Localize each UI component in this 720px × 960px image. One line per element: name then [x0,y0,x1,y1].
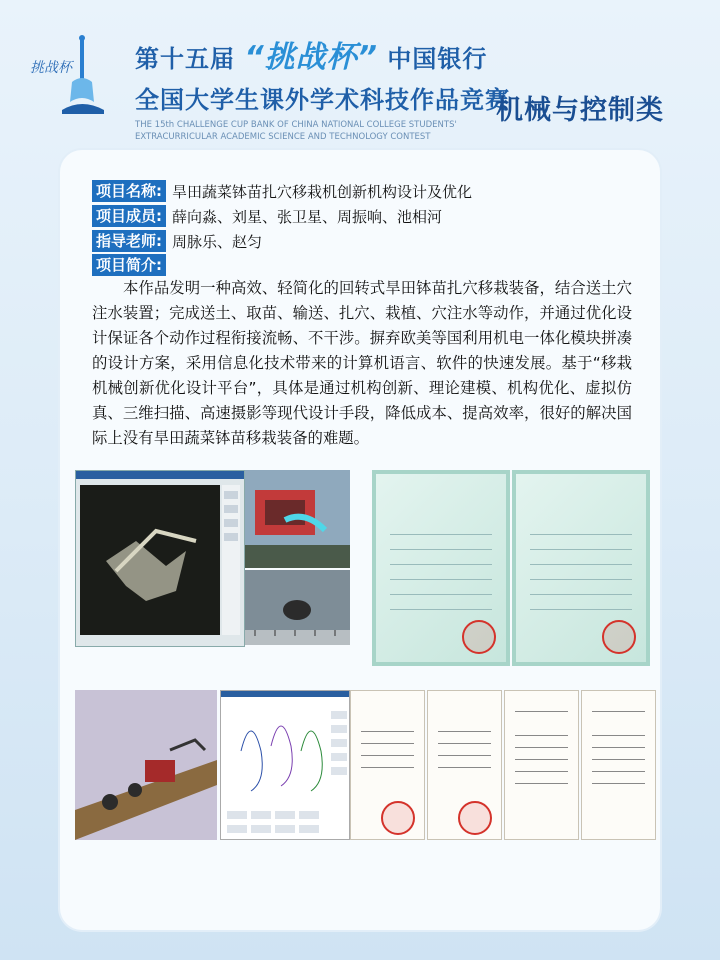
intro-row [92,254,166,276]
patent-notice-document-2 [581,690,656,840]
contest-title-line2: 全国大学生课外学术科技作品竞赛 [135,86,510,114]
transplanted-seedling-photo [245,570,350,645]
advisor-label: 指导老师: [92,230,166,252]
title-suffix: 中国银行 [387,45,488,73]
simulation-software-screenshot [75,470,245,647]
red-seal-icon [462,620,496,654]
3d-model-render [75,690,217,840]
red-seal-icon [458,801,492,835]
trajectory-simulation-screenshot [220,690,350,840]
title-prefix: 第十五届 [135,45,235,73]
project-description: 本作品发明一种高效、轻简化的回转式旱田钵苗扎穴移栽装备，结合送土穴注水装置；完成送土、取苗、输送、扎穴、栽植、穴注水等动作，并通过优化设计保证各个动作过程衔接流畅、不干涉。摒弃欧美等国利用机电一体化模块拼凑的设计方案，采用信息化技术带来的计算机语言、软件的快速发展。基于“移栽机械创新优化设计平台”，具体是通过机构创新、理论建模、机构优化、虚拟仿真、三维扫描、高速摄影等现代设计手段，降低成本、提高效率，很好的解决国际上没有旱田蔬菜钵苗移栽装备的难题。 [92,279,632,447]
english-line-1: THE 15th CHALLENGE CUP BANK OF CHINA NATIONAL COLLEGE STUDENTS' [135,120,457,130]
english-line-2: EXTRACURRICULAR ACADEMIC SCIENCE AND TECHNOLOGY CONTEST [135,132,431,142]
category-title: 机械与控制类 [496,95,664,126]
project-name-value: 旱田蔬菜钵苗扎穴移栽机创新机构设计及优化 [172,182,473,201]
contest-english-title [135,119,515,143]
project-name-row [92,180,472,202]
transplanter-machine-photo [245,470,350,568]
advisor-value: 周脉乐、赵匀 [172,232,263,251]
title-cup-name: “挑战杯” [244,40,379,75]
advisor-row [92,230,262,252]
patent-notice-document-1 [504,690,579,840]
intro-label: 项目简介: [92,254,166,276]
contest-title-line1 [135,32,515,76]
project-panel [60,150,660,930]
challenge-cup-logo [22,32,122,122]
project-members-row [92,205,442,227]
patent-certificate-1 [350,690,425,840]
patent-certificate-2 [427,690,502,840]
project-name-label: 项目名称: [92,180,166,202]
contest-title-block [135,32,515,143]
red-seal-icon [602,620,636,654]
logo-script-text: 挑战杯 [30,60,72,76]
software-copyright-certificate-2 [512,470,650,666]
software-copyright-certificate-1 [372,470,510,666]
project-members-value: 薛向淼、刘星、张卫星、周振响、池相河 [172,207,443,226]
red-seal-icon [381,801,415,835]
project-members-label: 项目成员: [92,205,166,227]
